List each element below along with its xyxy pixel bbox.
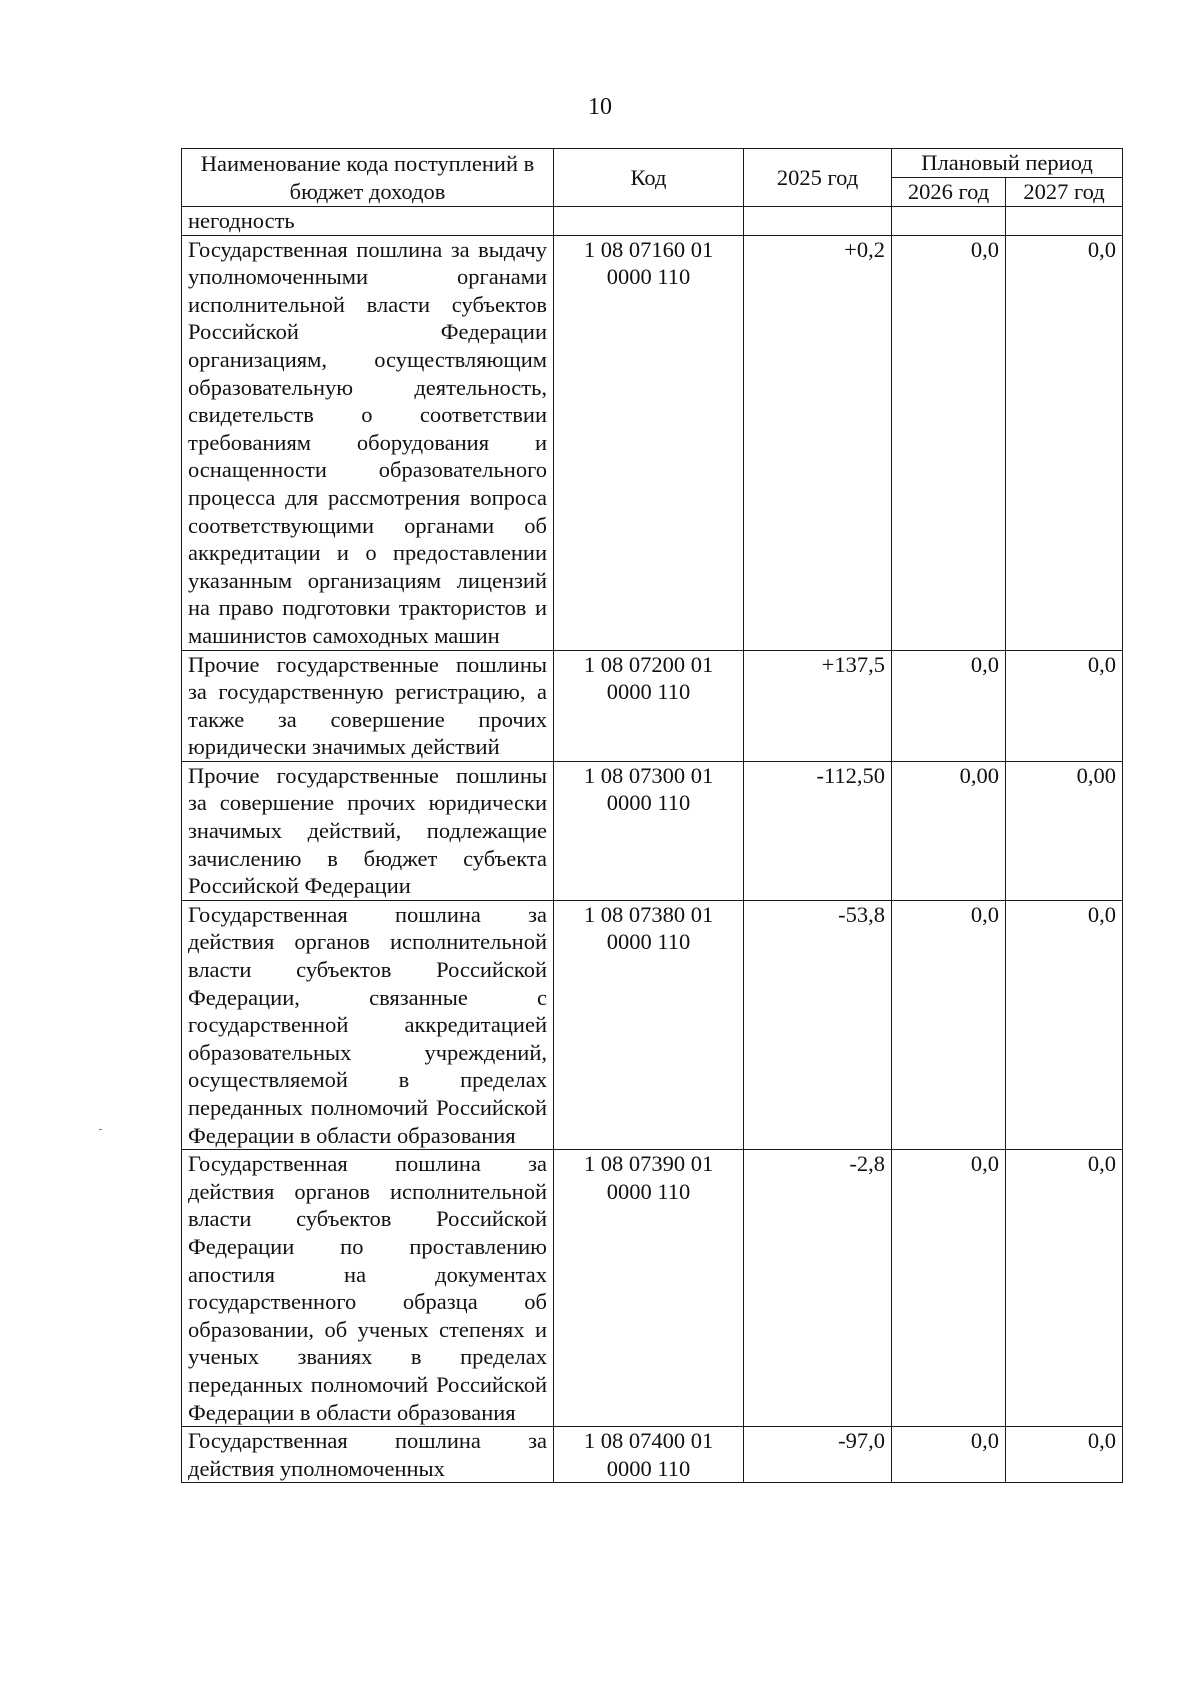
row-2026: 0,00 <box>892 761 1006 900</box>
row-2027: 0,00 <box>1006 761 1123 900</box>
table-row <box>182 1150 1123 1427</box>
row-code: 1 08 07400 01 0000 110 <box>554 1427 744 1483</box>
row-2026 <box>892 207 1006 236</box>
scan-mark <box>99 1129 102 1130</box>
table-row <box>182 235 1123 650</box>
row-2025: +0,2 <box>744 235 892 650</box>
table-row <box>182 900 1123 1149</box>
table-row <box>182 1427 1123 1483</box>
row-2026: 0,0 <box>892 1427 1006 1483</box>
row-name: Государственная пошлина за выдачу уполномоченными органами исполнительной власти субъектов Российской Федерации организациям, осуществляющим образовательную деятельность, свидетельств о соответствии требованиям оборудования и оснащенности образовательного процесса для рассмотрения вопроса соответствующими органами об аккредитации и о предоставлении указанным организациям лицензий на право подготовки трактористов и машинистов самоходных машин <box>182 235 554 650</box>
row-2025: -112,50 <box>744 761 892 900</box>
header-year-2026: 2026 год <box>892 178 1006 207</box>
row-name: Государственная пошлина за действия органов исполнительной власти субъектов Российской Федерации, связанные с государственной аккредитацией образовательных учреждений, осуществляемой в пределах переданных полномочий Российской Федерации в области образования <box>182 900 554 1149</box>
row-2025: -2,8 <box>744 1150 892 1427</box>
row-name: Прочие государственные пошлины за совершение прочих юридически значимых действий, подлежащие зачислению в бюджет субъекта Российской Федерации <box>182 761 554 900</box>
table-row <box>182 207 1123 236</box>
row-name: Прочие государственные пошлины за государственную регистрацию, а также за совершение прочих юридически значимых действий <box>182 650 554 761</box>
revenue-table <box>181 148 1123 1483</box>
row-2027: 0,0 <box>1006 235 1123 650</box>
row-name: Государственная пошлина за действия уполномоченных <box>182 1427 554 1483</box>
header-year-2025: 2025 год <box>744 149 892 207</box>
page-number: 10 <box>588 94 612 120</box>
row-2026: 0,0 <box>892 900 1006 1149</box>
header-code: Код <box>554 149 744 207</box>
row-code: 1 08 07300 01 0000 110 <box>554 761 744 900</box>
row-2027: 0,0 <box>1006 650 1123 761</box>
table-header <box>182 149 1123 207</box>
row-2025: -53,8 <box>744 900 892 1149</box>
row-2026: 0,0 <box>892 235 1006 650</box>
row-2025 <box>744 207 892 236</box>
row-2027: 0,0 <box>1006 1427 1123 1483</box>
row-2026: 0,0 <box>892 1150 1006 1427</box>
header-planned-period: Плановый период <box>892 149 1123 178</box>
row-code: 1 08 07160 01 0000 110 <box>554 235 744 650</box>
table-row <box>182 650 1123 761</box>
row-2026: 0,0 <box>892 650 1006 761</box>
header-name: Наименование кода поступлений в бюджет доходов <box>182 149 554 207</box>
table-row <box>182 761 1123 900</box>
header-year-2027: 2027 год <box>1006 178 1123 207</box>
row-2027: 0,0 <box>1006 1150 1123 1427</box>
row-code: 1 08 07390 01 0000 110 <box>554 1150 744 1427</box>
row-name: негодность <box>182 207 554 236</box>
row-code <box>554 207 744 236</box>
row-2027 <box>1006 207 1123 236</box>
row-code: 1 08 07200 01 0000 110 <box>554 650 744 761</box>
row-name: Государственная пошлина за действия органов исполнительной власти субъектов Российской Федерации по проставлению апостиля на документах государственного образца об образовании, об ученых степенях и ученых званиях в пределах переданных полномочий Российской Федерации в области образования <box>182 1150 554 1427</box>
row-2025: +137,5 <box>744 650 892 761</box>
row-2027: 0,0 <box>1006 900 1123 1149</box>
row-code: 1 08 07380 01 0000 110 <box>554 900 744 1149</box>
row-2025: -97,0 <box>744 1427 892 1483</box>
